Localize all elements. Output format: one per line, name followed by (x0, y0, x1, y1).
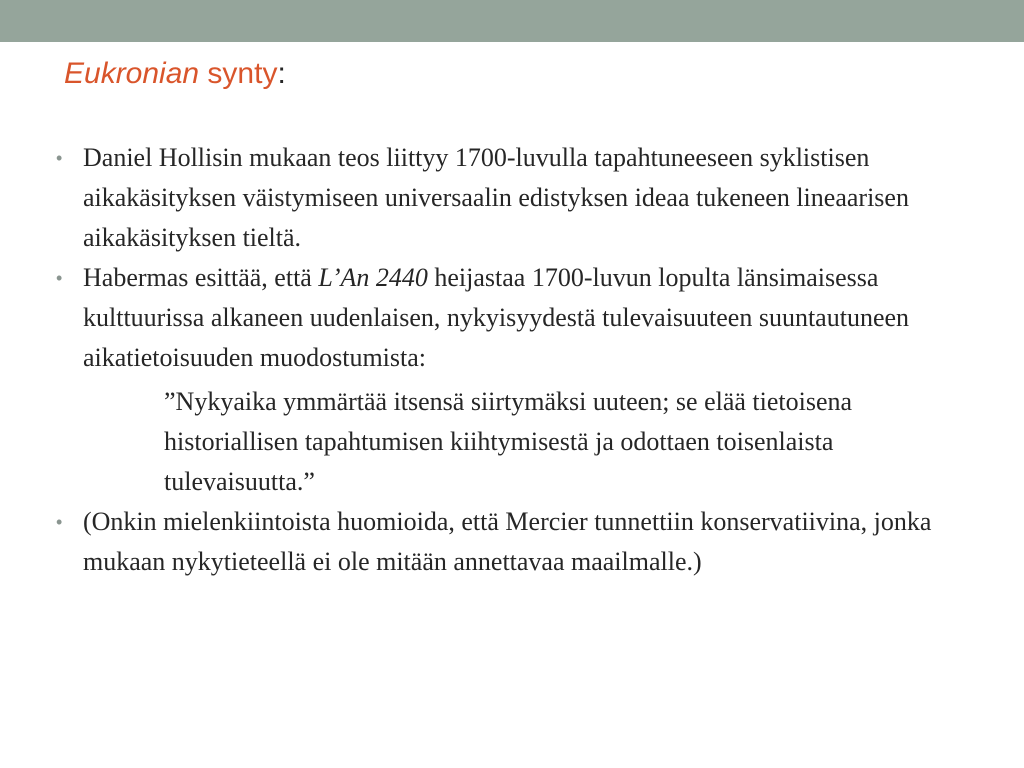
bullet-text: Daniel Hollisin mukaan teos liittyy 1700-luvulla tapahtuneeseen syklistisen aikakäsityksen väistymiseen universaalin edistyksen ideaa tukeneen lineaarisen aikakäsityksen tieltä. (83, 143, 909, 252)
bullet-dot-icon: • (56, 268, 63, 288)
slide-title-italic: Eukronian (64, 57, 200, 90)
bullet-dot-icon: • (56, 512, 63, 532)
book-title-emphasis: L’An 2440 (318, 263, 428, 292)
bullet-dot-icon: • (56, 148, 63, 168)
bullet-text: (Onkin mielenkiintoista huomioida, että Mercier tunnettiin konservatiivina, jonka mukaan nykytieteellä ei ole mitään annettavaa maailmalle.) (83, 507, 932, 576)
bullet-text-after: heijastaa 1700-luvun lopulta länsimaisessa kulttuurissa alkaneen uudenlaisen, nykyisyydestä tulevaisuuteen suuntautuneen aikatietoisuuden muodostumista: (83, 263, 910, 372)
bullet-text-before: Habermas esittää, että (83, 263, 319, 292)
slide-title-rest: synty (199, 57, 278, 90)
bullet-item-hollis (56, 138, 976, 258)
block-quote: ”Nykyaika ymmärtää itsensä siirtymäksi uuteen; se elää tietoisena historiallisen tapahtumisen kiihtymisestä ja odottaen toisenlaista tulevaisuutta.” (164, 387, 853, 496)
bullet-item-mercier (56, 502, 976, 582)
bullet-item-habermas (56, 258, 976, 378)
slide-body (56, 138, 976, 582)
slide-title (64, 54, 286, 94)
slide-title-colon: : (277, 57, 286, 90)
top-decorative-band (0, 0, 1024, 42)
